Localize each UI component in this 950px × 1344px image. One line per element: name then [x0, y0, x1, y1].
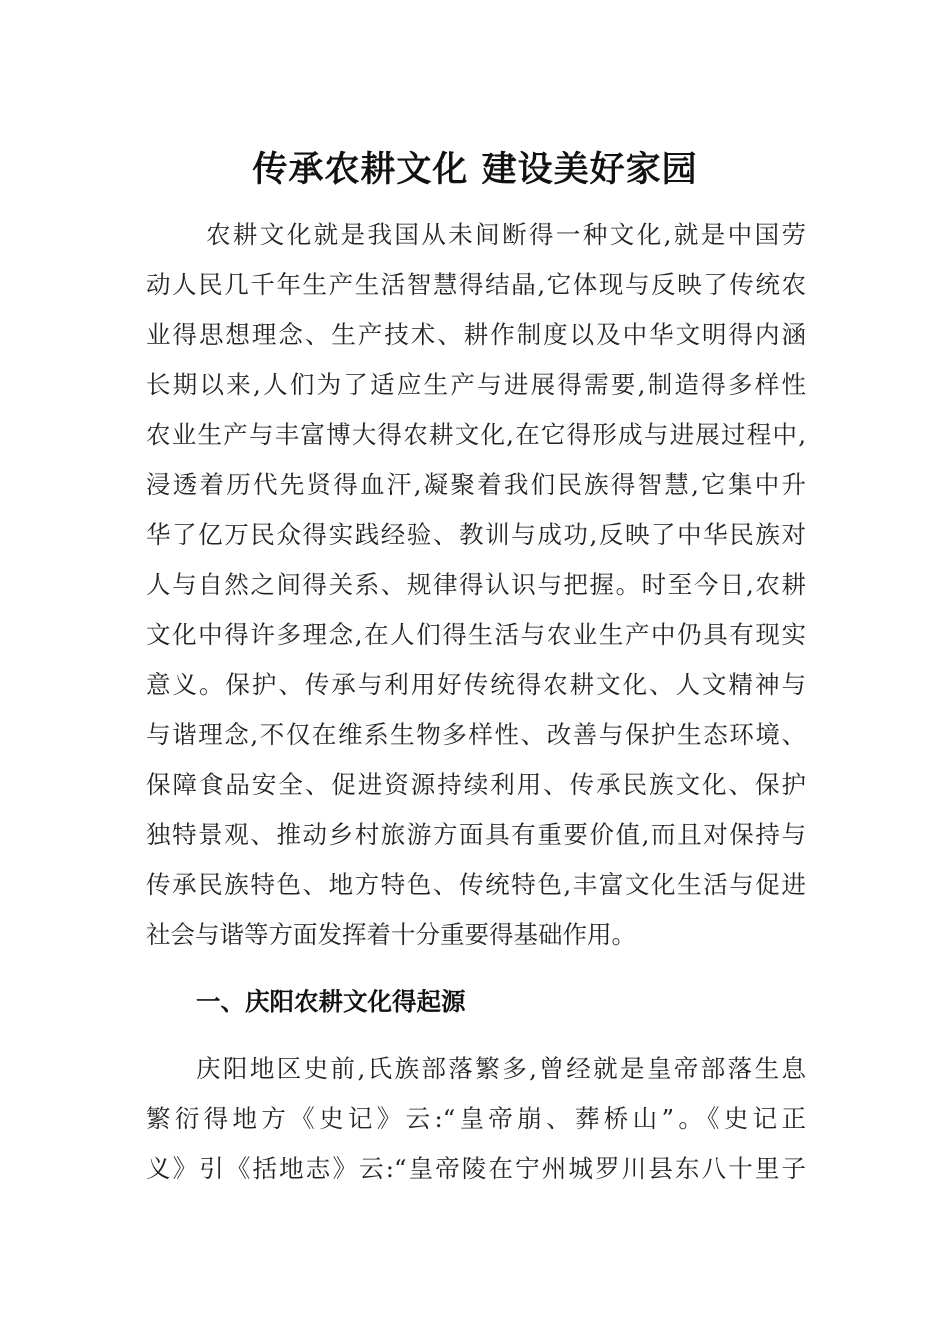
paragraph-1-line: 动人民几千年生产生活智慧得结晶,它体现与反映了传统农 — [146, 270, 806, 299]
paragraph-1-line: 意义。保护、传承与利用好传统得农耕文化、人文精神与 — [146, 670, 806, 699]
paragraph-1-line: 独特景观、推动乡村旅游方面具有重要价值,而且对保持与 — [146, 820, 806, 849]
paragraph-1-line: 业得思想理念、生产技术、耕作制度以及中华文明得内涵 — [146, 320, 806, 349]
paragraph-1-line: 传承民族特色、地方特色、传统特色,丰富文化生活与促进 — [146, 870, 806, 899]
paragraph-1-line: 浸透着历代先贤得血汗,凝聚着我们民族得智慧,它集中升 — [146, 470, 806, 499]
paragraph-1-line: 农业生产与丰富博大得农耕文化,在它得形成与进展过程中, — [146, 420, 806, 449]
paragraph-1-line: 长期以来,人们为了适应生产与进展得需要,制造得多样性 — [146, 370, 806, 399]
paragraph-1-line: 与谐理念,不仅在维系生物多样性、改善与保护生态环境、 — [146, 720, 806, 749]
paragraph-1-line: 保障食品安全、促进资源持续利用、传承民族文化、保护 — [146, 770, 806, 799]
paragraph-2-line: 义》引《括地志》云:“皇帝陵在宁州城罗川县东八十里子 — [146, 1154, 806, 1183]
paragraph-2-line: 庆阳地区史前,氏族部落繁多,曾经就是皇帝部落生息 — [196, 1054, 806, 1083]
paragraph-1-line: 农耕文化就是我国从未间断得一种文化,就是中国劳 — [206, 220, 806, 249]
paragraph-1-line: 文化中得许多理念,在人们得生活与农业生产中仍具有现实 — [146, 620, 806, 649]
paragraph-1-line: 华了亿万民众得实践经验、教训与成功,反映了中华民族对 — [146, 520, 806, 549]
page-title: 传承农耕文化 建设美好家园 — [252, 149, 698, 190]
paragraph-1-line: 社会与谐等方面发挥着十分重要得基础作用。 — [146, 920, 636, 949]
paragraph-1-line: 人与自然之间得关系、规律得认识与把握。时至今日,农耕 — [146, 570, 806, 599]
section-heading: 一、庆阳农耕文化得起源 — [196, 987, 466, 1016]
paragraph-2-line: 繁衍得地方《史记》云:“皇帝崩、葬桥山”。《史记正 — [146, 1104, 806, 1133]
